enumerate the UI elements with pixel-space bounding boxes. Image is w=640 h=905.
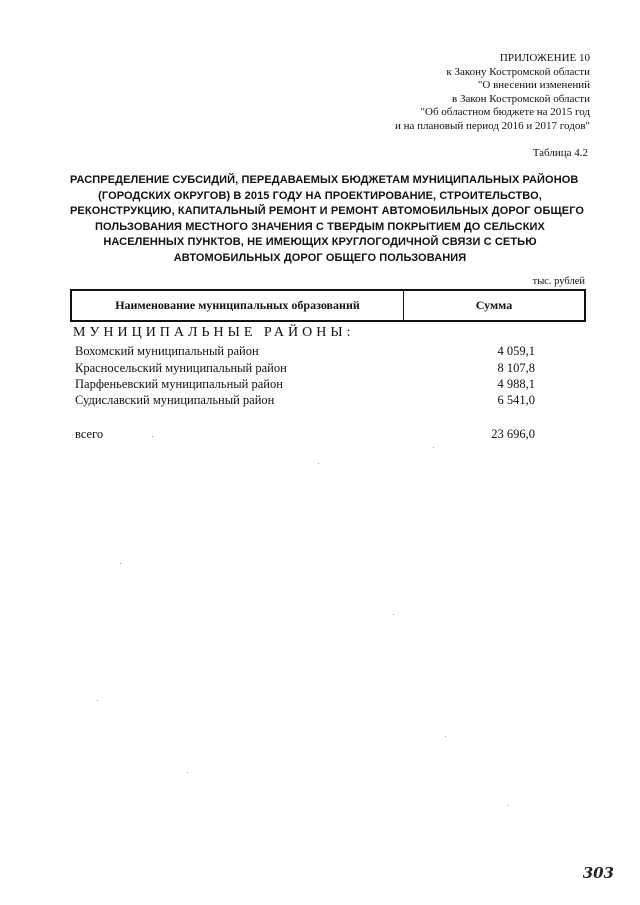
total-row [75,427,535,444]
scan-speck [393,614,394,615]
total-label: всего [75,427,104,441]
scan-speck [152,436,153,437]
total-sum: 23 696,0 [491,427,535,441]
scan-speck [445,736,446,737]
row-sum: 6 541,0 [497,393,535,407]
group-label: МУНИЦИПАЛЬНЫЕ РАЙОНЫ: [73,325,355,340]
title-line: (ГОРОДСКИХ ОКРУГОВ) В 2015 ГОДУ НА ПРОЕКТИРОВАНИЕ, СТРОИТЕЛЬСТВО, [98,189,542,202]
row-name: Красносельский муниципальный район [75,361,287,375]
appendix-header [270,52,590,134]
row-sum: 4 988,1 [497,377,535,391]
column-header-name: Наименование муниципальных образований [72,291,404,320]
title-line: АВТОМОБИЛЬНЫХ ДОРОГ ОБЩЕГО ПОЛЬЗОВАНИЯ [173,251,467,264]
units-label: тыс. рублей [532,276,585,287]
table-number-label: Таблица 4.2 [532,147,588,159]
appendix-line: к Закону Костромской области [446,65,590,78]
scan-speck [187,772,188,773]
scan-speck [433,447,434,448]
row-name: Парфеньевский муниципальный район [75,377,283,391]
title-line: РЕКОНСТРУКЦИЮ, КАПИТАЛЬНЫЙ РЕМОНТ И РЕМОНТ АВТОМОБИЛЬНЫХ ДОРОГ ОБЩЕГО [70,205,585,218]
title-line: РАСПРЕДЕЛЕНИЕ СУБСИДИЙ, ПЕРЕДАВАЕМЫХ БЮДЖЕТАМ МУНИЦИПАЛЬНЫХ РАЙОНОВ [70,174,579,186]
table-row [75,361,535,378]
scan-speck [507,805,508,806]
row-name: Вохомский муниципальный район [75,344,259,358]
scan-speck [120,563,121,564]
appendix-line: и на плановый период 2016 и 2017 годов" [394,119,590,132]
appendix-line: ПРИЛОЖЕНИЕ 10 [499,52,590,64]
row-name: Судиславский муниципальный район [75,393,275,407]
table-header [70,289,586,322]
table-row [75,393,535,410]
document-title [70,173,585,267]
appendix-line: в Закон Костромской области [452,92,590,105]
table-row [75,344,535,361]
row-sum: 8 107,8 [497,361,535,375]
title-line: НАСЕЛЕННЫХ ПУНКТОВ, НЕ ИМЕЮЩИХ КРУГЛОГОДИЧНОЙ СВЯЗИ С СЕТЬЮ [103,236,537,249]
scan-speck [97,700,98,701]
appendix-line: "Об областном бюджете на 2015 год [420,106,590,119]
row-sum: 4 059,1 [497,344,535,358]
table-row [75,377,535,394]
scan-speck [318,463,319,464]
handwritten-page-number: 303 [582,864,614,882]
column-header-sum: Сумма [475,298,513,312]
appendix-line: "О внесении изменений [477,79,590,92]
title-line: ПОЛЬЗОВАНИЯ МЕСТНОГО ЗНАЧЕНИЯ С ТВЕРДЫМ ПОКРЫТИЕМ ДО СЕЛЬСКИХ [95,220,545,233]
